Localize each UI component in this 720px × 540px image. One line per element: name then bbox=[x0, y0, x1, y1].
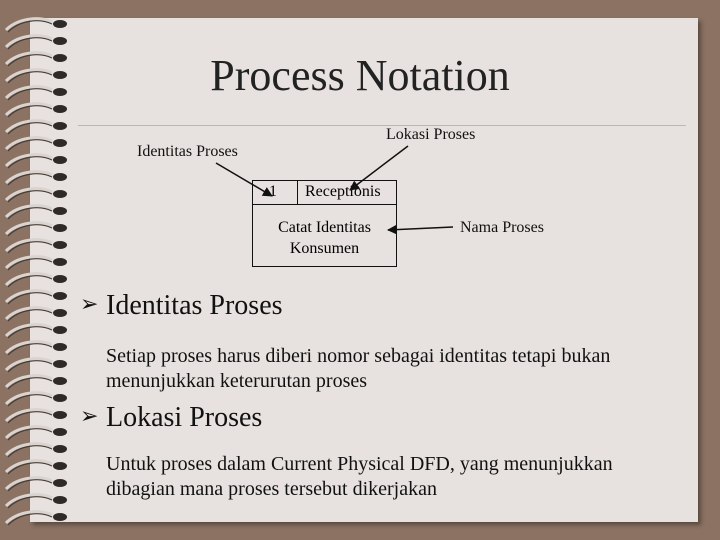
label-nama-proses: Nama Proses bbox=[460, 219, 544, 236]
paragraph-line: Untuk proses dalam Current Physical DFD, yang menunjukkan bbox=[106, 453, 613, 475]
arrow-bullet-icon: ➢ bbox=[80, 404, 99, 429]
paragraph-line: dibagian mana proses tersebut dikerjakan bbox=[106, 478, 437, 500]
process-name: Catat Identitas Konsumen bbox=[278, 219, 371, 257]
bullet-lokasi bbox=[80, 402, 262, 434]
paragraph-line: Setiap proses harus diberi nomor sebagai identitas tetapi bukan bbox=[106, 345, 611, 367]
arrow-nama bbox=[388, 227, 453, 230]
bullet-heading: Lokasi Proses bbox=[106, 402, 263, 433]
arrow-lokasi bbox=[350, 146, 408, 190]
bullet-identitas bbox=[80, 290, 283, 322]
process-location: Receptionis bbox=[305, 183, 381, 200]
bullet-heading: Identitas Proses bbox=[106, 290, 283, 321]
paragraph-line: menunjukkan keterurutan proses bbox=[106, 370, 368, 392]
arrow-identitas bbox=[216, 163, 272, 196]
process-number: 1 bbox=[269, 183, 277, 200]
arrow-bullet-icon: ➢ bbox=[80, 292, 99, 317]
slide-title: Process Notation bbox=[210, 51, 510, 100]
paragraph-identitas bbox=[106, 344, 610, 394]
paragraph-lokasi bbox=[106, 452, 613, 502]
label-identitas-proses: Identitas Proses bbox=[137, 143, 238, 160]
label-lokasi-proses: Lokasi Proses bbox=[386, 126, 476, 143]
